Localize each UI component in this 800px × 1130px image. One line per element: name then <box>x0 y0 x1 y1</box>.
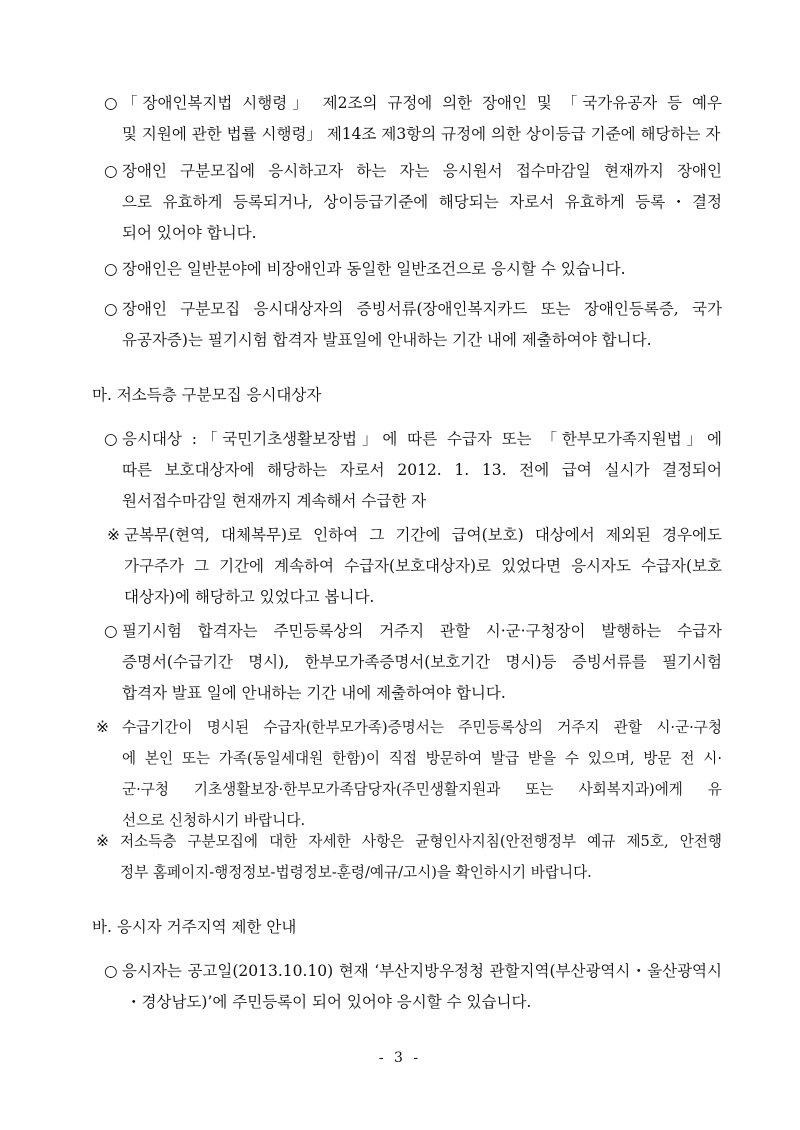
paragraph-line: 정부 홈페이지-행정정보-법령정보-훈령/예규/고시)을 확인하시기 바랍니다. <box>120 864 592 881</box>
paragraph-line: 원서접수마감일 현재까지 계속해서 수급한 자 <box>122 492 427 510</box>
bullet-circle: ○ <box>104 300 118 318</box>
bullet-circle: ○ <box>104 430 118 448</box>
paragraph-line: 필기시험 합격자는 주민등록상의 거주지 관할 시·군·구청장이 발행하는 수급자 <box>122 622 722 640</box>
paragraph-line: 되어 있어야 합니다. <box>122 224 257 242</box>
paragraph-line: 에 본인 또는 가족(동일세대원 한함)이 직접 방문하여 발급 받을 수 있으며, 방문 전 시· <box>122 750 722 767</box>
paragraph-eligibility <box>122 424 722 517</box>
note-military-service <box>124 520 722 613</box>
note-mark: ※ <box>96 718 109 736</box>
bullet-circle: ○ <box>104 94 118 112</box>
note-mark: ※ <box>96 832 109 850</box>
paragraph-line: 으로 유효하게 등록되거나, 상이등급기준에 해당되는 자로서 유효하게 등록・결정 <box>122 193 722 211</box>
paragraph-line: 군·구청 기초생활보장·한부모가족담당자(주민생활지원과 또는 사회복지과)에게 유 <box>122 781 722 798</box>
note-guideline-reference <box>120 826 722 888</box>
section-heading-low-income: 마. 저소득층 구분모집 응시대상자 <box>92 386 322 404</box>
paragraph-general-field <box>122 254 722 285</box>
page-number: - 3 - <box>378 1050 422 1066</box>
note-certificate-issuance <box>122 712 722 836</box>
paragraph-disability-definition <box>122 88 722 150</box>
paragraph-line: ・경상남도)’에 주민등록이 되어 있어야 응시할 수 있습니다. <box>126 993 532 1011</box>
paragraph-line: 따른 보호대상자에 해당하는 자로서 2012. 1. 13. 전에 급여 실시가 결정되어 <box>122 461 722 479</box>
paragraph-residence-requirement <box>122 956 722 1018</box>
paragraph-line: 장애인 구분모집 응시대상자의 증빙서류(장애인복지카드 또는 장애인등록증, 국가 <box>122 300 722 318</box>
paragraph-line: 응시대상 :「국민기초생활보장법」에 따른 수급자 또는 「한부모가족지원법」에 <box>122 430 722 448</box>
bullet-circle: ○ <box>104 260 118 278</box>
paragraph-line: 군복무(현역, 대체복무)로 인하여 그 기간에 급여(보호) 대상에서 제외된 경우에도 <box>124 526 722 544</box>
paragraph-proof-documents <box>122 616 722 709</box>
paragraph-line: 저소득층 구분모집에 대한 자세한 사항은 균형인사지침(안전행정부 예규 제5호, 안전행 <box>120 833 722 850</box>
paragraph-line: 수급기간이 명시된 수급자(한부모가족)증명서는 주민등록상의 거주지 관할 시·군·구청 <box>122 719 722 736</box>
paragraph-line: 「장애인복지법 시행령」 제2조의 규정에 의한 장애인 및 「국가유공자 등 예우 <box>122 94 722 112</box>
paragraph-line: 가구주가 그 기간에 계속하여 수급자(보호대상자)로 있었다면 응시자도 수급자(보호 <box>124 557 722 575</box>
bullet-circle: ○ <box>104 162 118 180</box>
paragraph-line: 응시자는 공고일(2013.10.10) 현재 ‘부산지방우정청 관할지역(부산광역시・울산광역시 <box>122 962 722 980</box>
paragraph-line: 증명서(수급기간 명시), 한부모가족증명서(보호기간 명시)등 증빙서류를 필기시험 <box>122 653 722 671</box>
paragraph-line: 합격자 발표 일에 안내하는 기간 내에 제출하여야 합니다. <box>122 684 506 702</box>
bullet-circle: ○ <box>104 962 118 980</box>
paragraph-disability-documents <box>122 294 722 356</box>
paragraph-line: 대상자)에 해당하고 있었다고 봅니다. <box>124 588 375 606</box>
paragraph-line: 및 지원에 관한 법률 시행령」 제14조 제3항의 규정에 의한 상이등급 기준에 해당하는 자 <box>122 125 721 143</box>
bullet-circle: ○ <box>104 622 118 640</box>
paragraph-line: 유공자증)는 필기시험 합격자 발표일에 안내하는 기간 내에 제출하여야 합니다. <box>122 331 652 349</box>
paragraph-line: 선으로 신청하시기 바랍니다. <box>122 812 306 829</box>
paragraph-line: 장애인 구분모집에 응시하고자 하는 자는 응시원서 접수마감일 현재까지 장애인 <box>122 162 722 180</box>
note-mark: ※ <box>107 526 120 544</box>
paragraph-line: 장애인은 일반분야에 비장애인과 동일한 일반조건으로 응시할 수 있습니다. <box>122 260 626 278</box>
section-heading-residence-restriction: 바. 응시자 거주지역 제한 안내 <box>92 918 297 936</box>
paragraph-disability-registration <box>122 156 722 249</box>
